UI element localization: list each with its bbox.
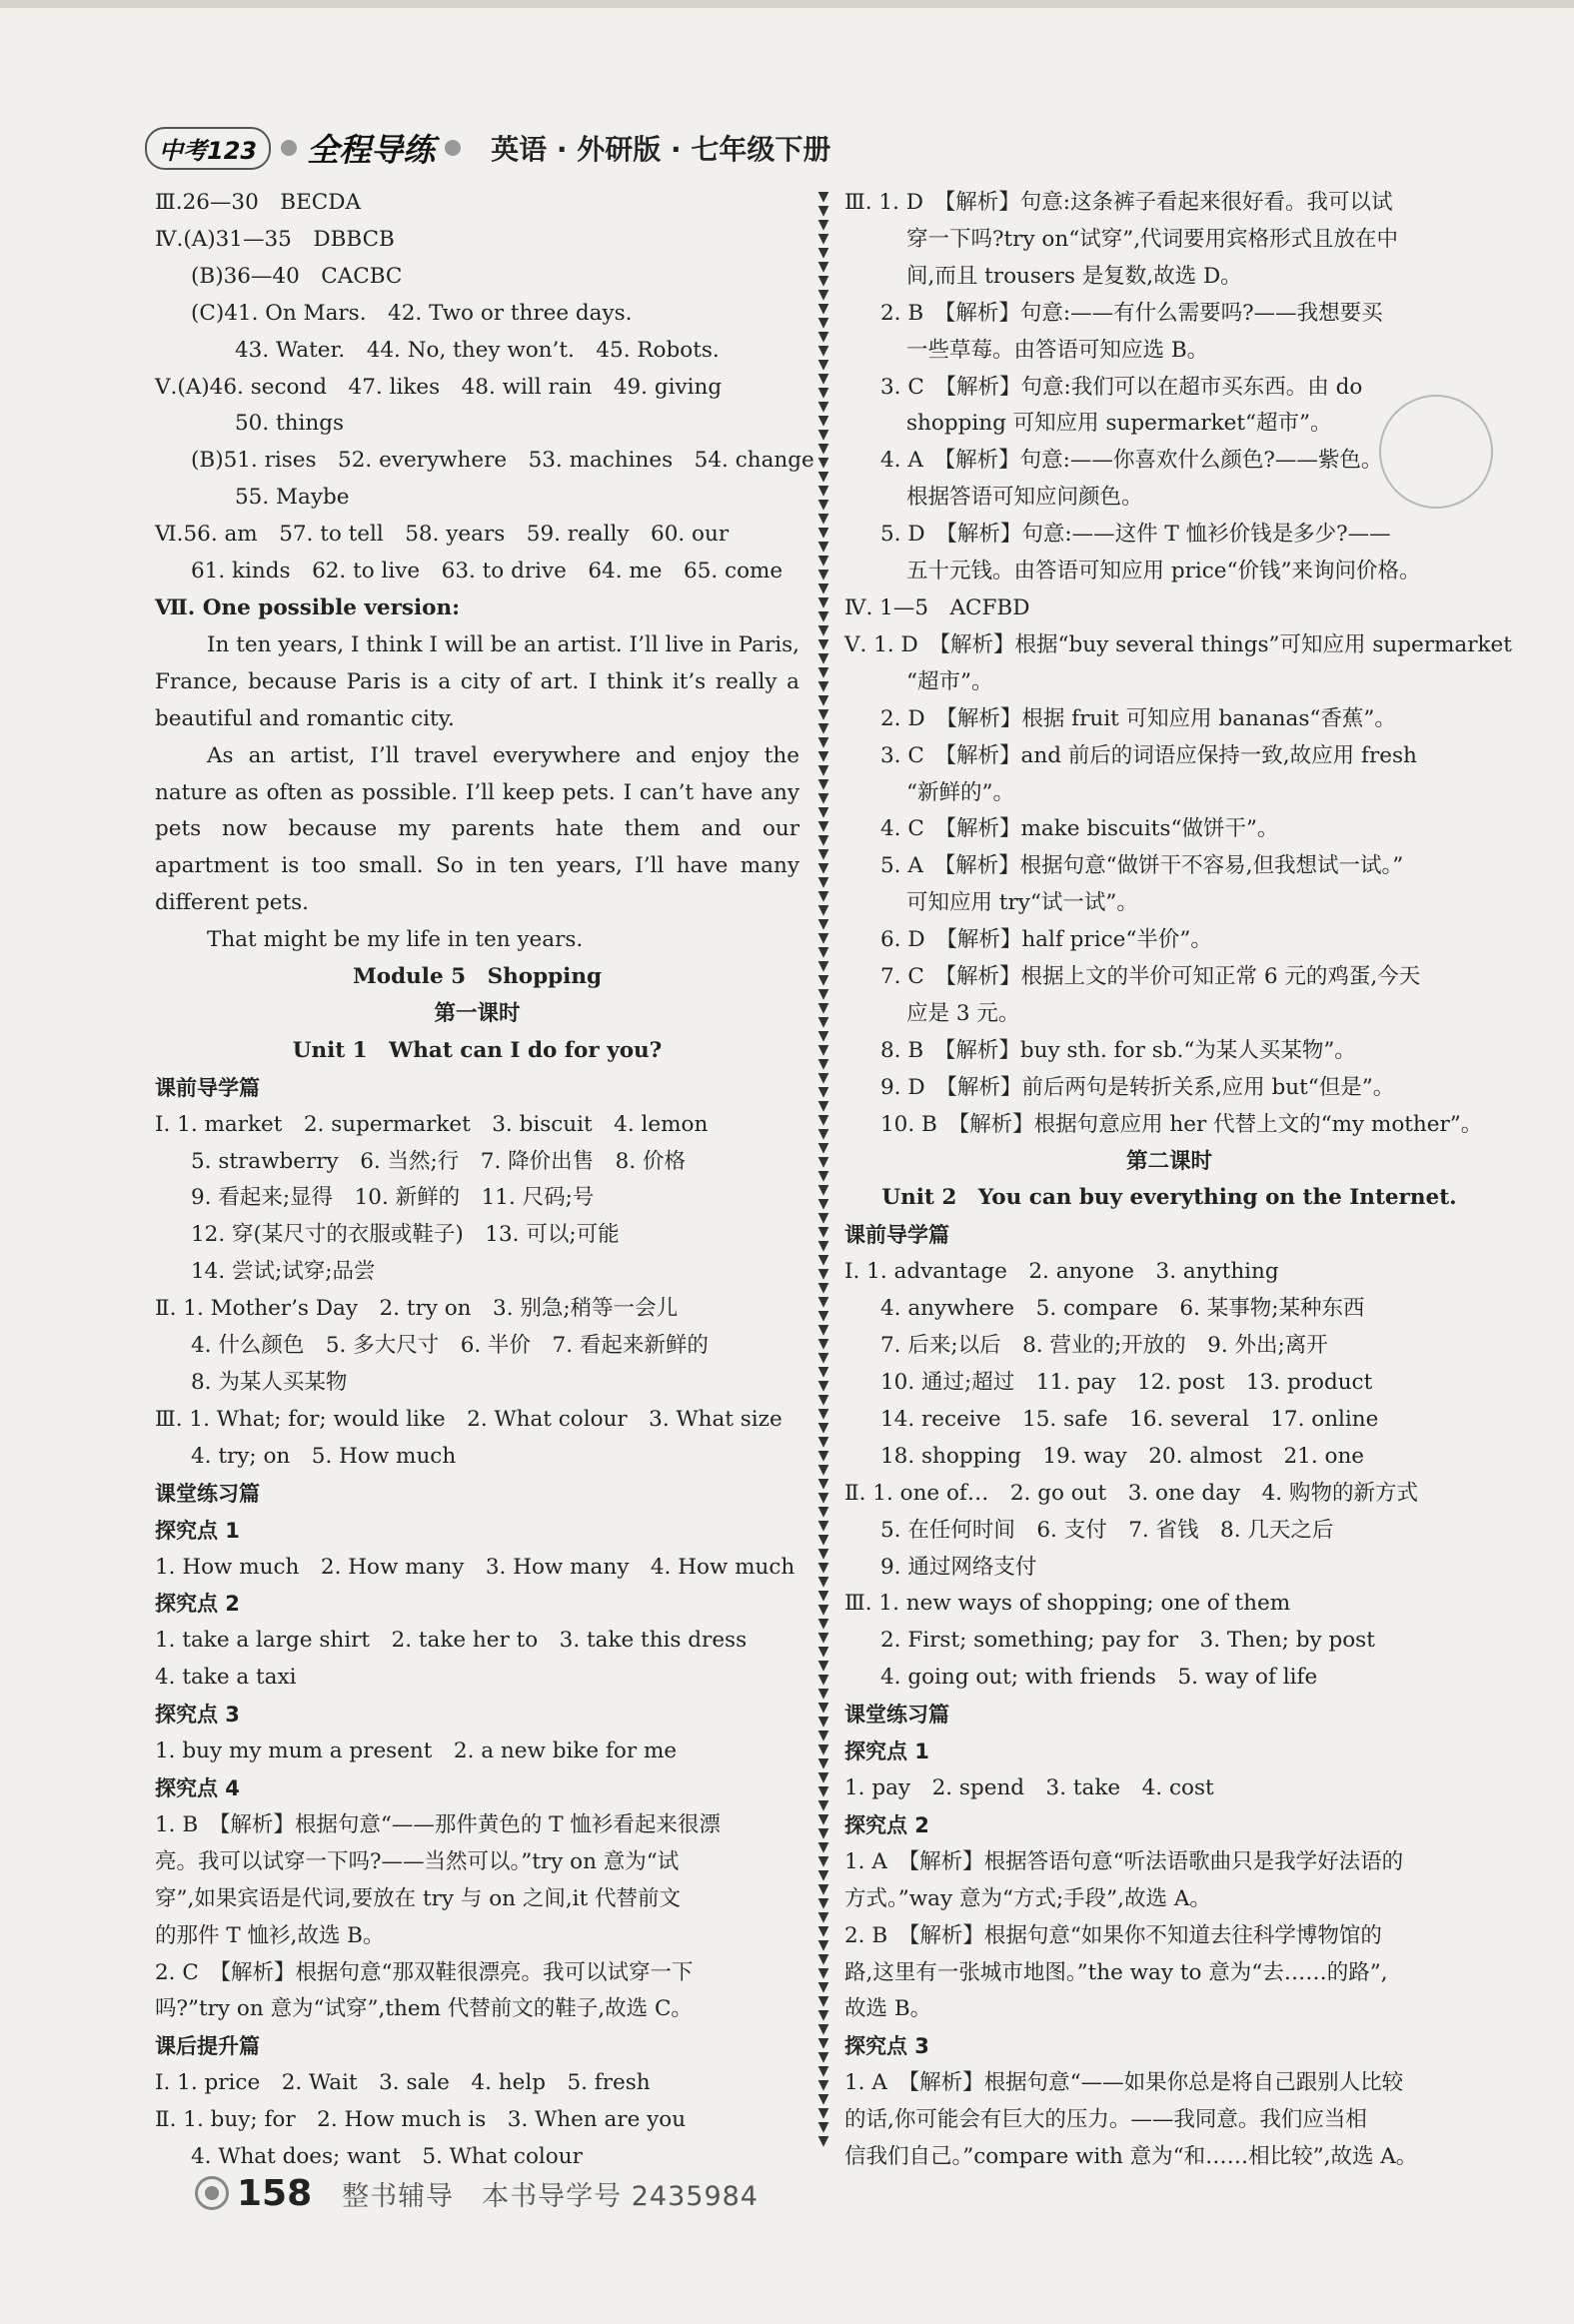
answer-line: 14. 尝试;试穿;品尝 xyxy=(191,1259,376,1285)
answer-line: 4. going out; with friends 5. way of life xyxy=(880,1665,1318,1691)
analysis-line: Ⅲ. 1. D 【解析】句意:这条裤子看起来很好看。我可以试 xyxy=(844,190,1393,215)
analysis-line: 穿一下吗?try on“试穿”,代词要用宾格形式且放在中 xyxy=(906,226,1399,252)
analysis-line: 可知应用 try“试一试”。 xyxy=(906,890,1138,916)
answer-line: Ⅱ. 1. Mother’s Day 2. try on 3. 别急;稍等一会儿 xyxy=(155,1296,679,1322)
answer-line: 5. strawberry 6. 当然;行 7. 降价出售 8. 价格 xyxy=(191,1148,686,1174)
analysis-line: Ⅴ. 1. D 【解析】根据“buy several things”可知应用 supermarket xyxy=(844,631,1512,657)
footer-guide-code: 整书辅导 本书导学号 2435984 xyxy=(342,2180,759,2212)
answer-line: Ⅳ. 1—5 ACFBD xyxy=(844,594,1030,620)
answer-line: 7. 后来;以后 8. 营业的;开放的 9. 外出;离开 xyxy=(880,1333,1328,1359)
point-label: 探究点 4 xyxy=(155,1775,240,1800)
point-label: 探究点 2 xyxy=(155,1592,240,1617)
analysis-line: 4. A 【解析】句意:——你喜欢什么颜色?——紫色。 xyxy=(880,448,1383,474)
unit-title: Unit 1 What can I do for you? xyxy=(292,1037,663,1063)
answer-line: 18. shopping 19. way 20. almost 21. one xyxy=(880,1443,1365,1469)
answer-line: 4. anywhere 5. compare 6. 某事物;某种东西 xyxy=(880,1296,1365,1322)
lesson-title: 第一课时 xyxy=(434,1000,521,1026)
analysis-line: 穿”,如果宾语是代词,要放在 try 与 on 之间,it 代替前文 xyxy=(155,1885,682,1911)
analysis-line: 9. D 【解析】前后两句是转折关系,应用 but“但是”。 xyxy=(880,1074,1395,1100)
section-heading: 课前导学篇 xyxy=(155,1075,260,1100)
analysis-line: 1. A 【解析】根据答语句意“听法语歌曲只是我学好法语的 xyxy=(844,1848,1404,1874)
answer-line: Ⅳ.(A)31—35 DBBCB xyxy=(155,226,395,252)
brand-dot-icon xyxy=(281,140,297,156)
analysis-line: 1. B 【解析】根据句意“——那件黄色的 T 恤衫看起来很漂 xyxy=(155,1811,721,1837)
analysis-line: 2. D 【解析】根据 fruit 可知应用 bananas“香蕉”。 xyxy=(880,705,1396,731)
answer-line: 12. 穿(某尺寸的衣服或鞋子) 13. 可以;可能 xyxy=(191,1222,620,1248)
section-heading: 课前导学篇 xyxy=(844,1223,949,1248)
analysis-line: 2. B 【解析】根据句意“如果你不知道去往科学博物馆的 xyxy=(844,1922,1382,1948)
essay-paragraph: As an artist, I’ll travel everywhere and enjoy the nature as often as possible. I’ll keep pets. I can’t have any pets now because my parents hate them and our apartment is too small. So in ten years, I’ll have many different pets. xyxy=(155,742,799,916)
answer-line: 61. kinds 62. to live 63. to drive 64. me 65. come xyxy=(191,559,784,584)
analysis-line: 信我们自己。”compare with 意为“和……相比较”,故选 A。 xyxy=(844,2144,1418,2170)
answer-line: Ⅰ. 1. market 2. supermarket 3. biscuit 4. lemon xyxy=(155,1111,709,1137)
answer-line: 1. take a large shirt 2. take her to 3. take this dress xyxy=(155,1628,748,1654)
page-footer xyxy=(195,2163,894,2223)
answer-line: Ⅲ. 1. What; for; would like 2. What colour 3. What size xyxy=(155,1406,783,1432)
analysis-line: shopping 可知应用 supermarket“超市”。 xyxy=(906,411,1332,437)
point-label: 探究点 3 xyxy=(155,1703,240,1728)
top-edge xyxy=(0,0,1574,8)
analysis-line: 吗?”try on 意为“试穿”,them 代替前文的鞋子,故选 C。 xyxy=(155,1996,693,2022)
point-label: 探究点 1 xyxy=(844,1740,929,1764)
answer-line: 50. things xyxy=(235,411,345,437)
analysis-line: 的话,你可能会有巨大的压力。——我同意。我们应当相 xyxy=(844,2107,1367,2133)
answer-line: 14. receive 15. safe 16. several 17. online xyxy=(880,1406,1379,1432)
module-title: Module 5 Shopping xyxy=(353,964,602,990)
answer-line: 43. Water. 44. No, they won’t. 45. Robots. xyxy=(235,337,720,363)
answer-line: 9. 通过网络支付 xyxy=(880,1554,1037,1580)
brand-part-1: 中考123 xyxy=(145,127,271,170)
answer-line: 4. 什么颜色 5. 多大尺寸 6. 半价 7. 看起来新鲜的 xyxy=(191,1333,709,1359)
answer-line: 5. 在任何时间 6. 支付 7. 省钱 8. 几天之后 xyxy=(880,1517,1334,1543)
answer-line: 9. 看起来;显得 10. 新鲜的 11. 尺码;号 xyxy=(191,1185,595,1211)
answer-line: 1. buy my mum a present 2. a new bike for me xyxy=(155,1739,678,1764)
analysis-line: 根据答语可知应问颜色。 xyxy=(906,485,1143,511)
answer-line: 4. take a taxi xyxy=(155,1665,297,1691)
analysis-line: 8. B 【解析】buy sth. for sb.“为某人买某物”。 xyxy=(880,1037,1356,1063)
page-number-block xyxy=(195,2173,312,2214)
analysis-line: 五十元钱。由答语可知应用 price“价钱”来询问价格。 xyxy=(906,559,1421,584)
analysis-line: 路,这里有一张城市地图。”the way to 意为“去……的路”, xyxy=(844,1959,1388,1985)
analysis-line: “新鲜的”。 xyxy=(906,779,1014,805)
brand-part-2: 全程导练 xyxy=(307,131,436,169)
answer-line: 1. How much 2. How many 3. How many 4. How much xyxy=(155,1554,795,1580)
brand-dot-icon xyxy=(445,140,461,156)
essay-paragraph: That might be my life in ten years. xyxy=(207,927,584,953)
answer-line: 1. pay 2. spend 3. take 4. cost xyxy=(844,1774,1214,1800)
lesson-title: 第二课时 xyxy=(1125,1148,1212,1174)
answer-line: 10. 通过;超过 11. pay 12. post 13. product xyxy=(880,1370,1373,1395)
answer-line: Ⅴ.(A)46. second 47. likes 48. will rain 49. giving xyxy=(155,374,723,400)
section-heading: 课后提升篇 xyxy=(155,2034,260,2059)
analysis-line: 的那件 T 恤衫,故选 B。 xyxy=(155,1922,385,1948)
answer-line: Ⅱ. 1. buy; for 2. How much is 3. When are you xyxy=(155,2107,687,2133)
analysis-line: “超市”。 xyxy=(906,668,993,694)
brand-logo xyxy=(145,125,461,171)
analysis-line: 方式。”way 意为“方式;手段”,故选 A。 xyxy=(844,1885,1211,1911)
analysis-line: 5. D 【解析】句意:——这件 T 恤衫价钱是多少?—— xyxy=(880,522,1391,548)
analysis-line: 故选 B。 xyxy=(844,1996,932,2022)
analysis-line: 6. D 【解析】half price“半价”。 xyxy=(880,927,1212,953)
answer-line: Ⅰ. 1. price 2. Wait 3. sale 4. help 5. fresh xyxy=(155,2070,651,2096)
analysis-line: 2. B 【解析】句意:——有什么需要吗?——我想要买 xyxy=(880,300,1383,326)
essay-heading: Ⅶ. One possible version: xyxy=(155,594,461,620)
left-column xyxy=(155,185,814,2176)
page-header xyxy=(145,118,1464,178)
answer-line: Ⅰ. 1. advantage 2. anyone 3. anything xyxy=(844,1259,1279,1285)
answer-line: Ⅲ. 1. new ways of shopping; one of them xyxy=(844,1591,1291,1617)
target-icon xyxy=(195,2176,229,2210)
analysis-line: 亮。我可以试穿一下吗?——当然可以。”try on 意为“试 xyxy=(155,1848,680,1874)
answer-line: Ⅱ. 1. one of… 2. go out 3. one day 4. 购物的新方式 xyxy=(844,1480,1418,1506)
analysis-line: 3. C 【解析】and 前后的词语应保持一致,故应用 fresh xyxy=(880,742,1417,768)
essay-paragraph: In ten years, I think I will be an artist. I’ll live in Paris, France, because Paris is a city of art. I think it’s really a beautiful and romantic city. xyxy=(155,631,799,731)
analysis-line: 1. A 【解析】根据句意“——如果你总是将自己跟别人比较 xyxy=(844,2070,1404,2096)
analysis-line: 7. C 【解析】根据上文的半价可知正常 6 元的鸡蛋,今天 xyxy=(880,964,1421,990)
analysis-line: 5. A 【解析】根据句意“做饼干不容易,但我想试一试。” xyxy=(880,853,1404,879)
answer-line: 8. 为某人买某物 xyxy=(191,1370,348,1395)
answer-line: (B)51. rises 52. everywhere 53. machines 54. change xyxy=(191,448,814,474)
analysis-line: 3. C 【解析】句意:我们可以在超市买东西。由 do xyxy=(880,374,1363,400)
answer-line: 2. First; something; pay for 3. Then; by post xyxy=(880,1628,1375,1654)
analysis-line: 应是 3 元。 xyxy=(906,1000,1020,1026)
section-heading: 课堂练习篇 xyxy=(155,1481,260,1506)
section-heading: 课堂练习篇 xyxy=(844,1703,949,1728)
point-label: 探究点 2 xyxy=(844,1812,929,1837)
point-label: 探究点 1 xyxy=(155,1518,240,1543)
analysis-line: 2. C 【解析】根据句意“那双鞋很漂亮。我可以试穿一下 xyxy=(155,1959,694,1985)
analysis-line: 10. B 【解析】根据句意应用 her 代替上文的“my mother”。 xyxy=(880,1111,1483,1137)
column-divider: ▼ ▼ ▼ ▼ ▼ ▼ ▼ ▼ ▼ ▼ ▼ ▼ ▼ ▼ ▼ ▼ ▼ ▼ ▼ ▼ ▼ ▼ ▼ ▼ ▼ ▼ ▼ ▼ ▼ ▼ ▼ ▼ ▼ ▼ ▼ ▼ ▼ ▼ ▼ ▼ ▼ ▼ ▼ ▼ ▼ ▼ ▼ ▼ ▼ ▼ ▼ ▼ ▼ ▼ ▼ ▼ ▼ ▼ ▼ ▼ ▼ ▼ ▼ ▼ ▼ ▼ ▼ ▼ ▼ ▼ ▼ ▼ ▼ ▼ ▼ ▼ ▼ ▼ ▼ ▼ ▼ ▼ ▼ ▼ ▼ ▼ ▼ ▼ ▼ ▼ ▼ ▼ ▼ ▼ ▼ ▼ ▼ ▼ ▼ ▼ ▼ ▼ ▼ ▼ ▼ ▼ ▼ ▼ ▼ ▼ ▼ ▼ ▼ ▼ ▼ ▼ ▼ ▼ ▼ ▼ ▼ ▼ ▼ ▼ ▼ ▼ ▼ ▼ ▼ ▼ ▼ ▼ ▼ ▼ ▼ ▼ ▼ ▼ ▼ ▼ xyxy=(817,190,829,2148)
analysis-line: 一些草莓。由答语可知应选 B。 xyxy=(906,337,1209,363)
book-subject: 英语 · 外研版 · 七年级下册 xyxy=(491,133,831,166)
unit-title: Unit 2 You can buy everything on the Internet. xyxy=(881,1185,1457,1211)
answer-line: (C)41. On Mars. 42. Two or three days. xyxy=(191,300,633,326)
answer-line: Ⅵ.56. am 57. to tell 58. years 59. really 60. our xyxy=(155,522,730,548)
analysis-line: 4. C 【解析】make biscuits“做饼干”。 xyxy=(880,816,1279,842)
point-label: 探究点 3 xyxy=(844,2034,929,2059)
answer-line: 4. What does; want 5. What colour xyxy=(191,2144,583,2170)
answer-line: 55. Maybe xyxy=(235,485,350,511)
answer-line: Ⅲ.26—30 BECDA xyxy=(155,190,361,215)
page-number: 158 xyxy=(237,2172,313,2214)
analysis-line: 间,而且 trousers 是复数,故选 D。 xyxy=(906,263,1242,289)
answer-line: (B)36—40 CACBC xyxy=(191,263,403,289)
answer-line: 4. try; on 5. How much xyxy=(191,1443,457,1469)
